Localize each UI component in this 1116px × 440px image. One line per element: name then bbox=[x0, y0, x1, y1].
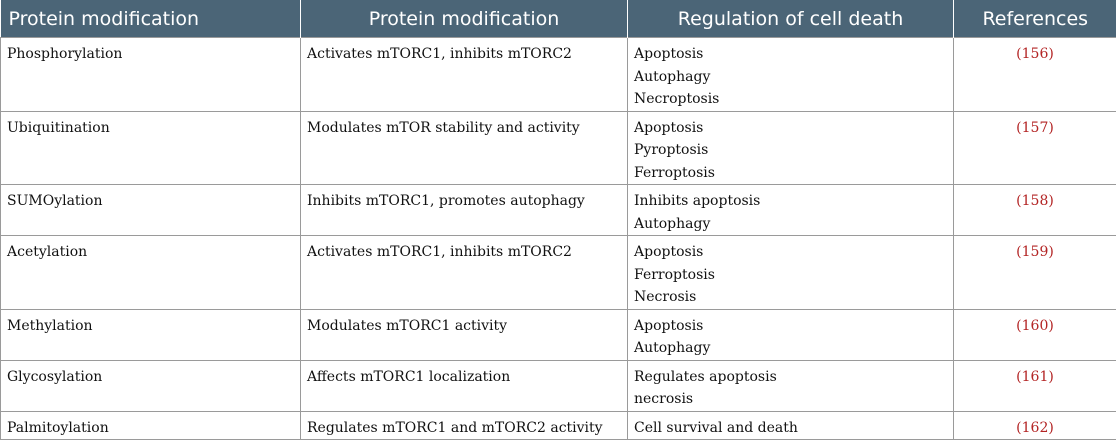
reference-link[interactable]: (160) bbox=[954, 309, 1116, 360]
death-item: Ferroptosis bbox=[634, 162, 947, 185]
table-row bbox=[1, 411, 1116, 440]
death-item: Autophagy bbox=[634, 213, 947, 236]
effect-cell: Affects mTORC1 localization bbox=[301, 360, 628, 411]
table-row bbox=[1, 38, 1116, 112]
death-item: Apoptosis bbox=[634, 315, 947, 338]
effect-cell: Activates mTORC1, inhibits mTORC2 bbox=[301, 236, 628, 310]
death-item: Necrosis bbox=[634, 286, 947, 309]
effect-cell: Modulates mTORC1 activity bbox=[301, 309, 628, 360]
modification-cell: Methylation bbox=[1, 309, 301, 360]
table-row bbox=[1, 309, 1116, 360]
modification-cell: Glycosylation bbox=[1, 360, 301, 411]
death-item: Autophagy bbox=[634, 337, 947, 360]
header-references: References bbox=[954, 0, 1116, 38]
effect-cell: Inhibits mTORC1, promotes autophagy bbox=[301, 185, 628, 236]
death-cell bbox=[628, 111, 954, 185]
reference-link[interactable]: (161) bbox=[954, 360, 1116, 411]
header-modification: Protein modification bbox=[1, 0, 301, 38]
death-item: Autophagy bbox=[634, 66, 947, 89]
effect-cell: Activates mTORC1, inhibits mTORC2 bbox=[301, 38, 628, 112]
table-row bbox=[1, 185, 1116, 236]
death-cell bbox=[628, 185, 954, 236]
modification-cell: SUMOylation bbox=[1, 185, 301, 236]
table-row bbox=[1, 111, 1116, 185]
death-item: Ferroptosis bbox=[634, 264, 947, 287]
death-item: Apoptosis bbox=[634, 43, 947, 66]
reference-link[interactable]: (156) bbox=[954, 38, 1116, 112]
death-item: Cell survival and death bbox=[634, 417, 947, 440]
death-item: Regulates apoptosis bbox=[634, 366, 947, 389]
modification-cell: Palmitoylation bbox=[1, 411, 301, 440]
death-cell bbox=[628, 38, 954, 112]
reference-link[interactable]: (159) bbox=[954, 236, 1116, 310]
death-item: Necroptosis bbox=[634, 88, 947, 111]
death-item: Apoptosis bbox=[634, 241, 947, 264]
death-item: Inhibits apoptosis bbox=[634, 190, 947, 213]
modification-cell: Ubiquitination bbox=[1, 111, 301, 185]
death-cell bbox=[628, 411, 954, 440]
reference-link[interactable]: (162) bbox=[954, 411, 1116, 440]
modification-cell: Phosphorylation bbox=[1, 38, 301, 112]
table-row bbox=[1, 360, 1116, 411]
death-item: Apoptosis bbox=[634, 117, 947, 140]
death-cell bbox=[628, 236, 954, 310]
reference-link[interactable]: (157) bbox=[954, 111, 1116, 185]
header-row bbox=[1, 0, 1116, 38]
header-modification-effect: Protein modification bbox=[301, 0, 628, 38]
death-cell bbox=[628, 360, 954, 411]
modification-cell: Acetylation bbox=[1, 236, 301, 310]
effect-cell: Regulates mTORC1 and mTORC2 activity bbox=[301, 411, 628, 440]
death-item: necrosis bbox=[634, 388, 947, 411]
effect-cell: Modulates mTOR stability and activity bbox=[301, 111, 628, 185]
death-cell bbox=[628, 309, 954, 360]
death-item: Pyroptosis bbox=[634, 139, 947, 162]
header-cell-death: Regulation of cell death bbox=[628, 0, 954, 38]
table-row bbox=[1, 236, 1116, 310]
reference-link[interactable]: (158) bbox=[954, 185, 1116, 236]
